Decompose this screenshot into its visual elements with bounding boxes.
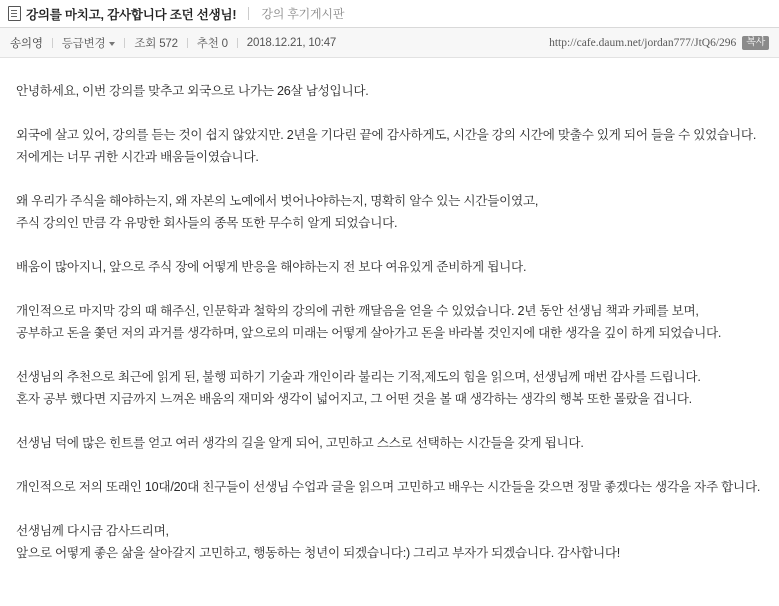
copy-url-button[interactable]: 복사 [742,36,769,50]
meta-separator [124,38,125,48]
grade-change-label: 등급변경 [61,37,106,50]
post-content [0,58,779,574]
board-name[interactable]: 강의 후기게시판 [261,7,345,21]
paragraph: 안녕하세요, 이번 강의를 맞추고 외국으로 나가는 26살 남성입니다. [16,84,369,98]
header-divider [248,7,249,20]
paragraph: 배움이 많아지니, 앞으로 주식 장에 어떻게 반응을 해야하는지 전 보다 여유있게 준비하게 됩니다. [16,260,527,274]
paragraph: 왜 우리가 주식을 해야하는지, 왜 자본의 노예에서 벗어나야하는지, 명확히 알수 있는 시간들이였고, 주식 강의인 만큼 각 유망한 회사들의 종목 또한 무수히 알게 되었습니다. [16,194,539,230]
grade-change-button[interactable] [62,35,116,51]
post-meta-bar [0,28,779,58]
meta-separator [237,38,238,48]
view-count: 조회 572 [134,37,178,50]
paragraph: 선생님의 추천으로 최근에 읽게 된, 불행 피하기 기술과 개인이라 불리는 기적,제도의 힘을 읽으며, 선생님께 매번 감사를 드립니다. 혼자 공부 했다면 지금까지 느껴온 배움의 재미와 생각이 넓어지고, 그 어떤 것을 볼 때 생각하는 생각의 행복 또한 몰랐을 겁니다. [16,370,701,406]
author-name[interactable]: 송의영 [10,37,43,50]
paragraph: 외국에 살고 있어, 강의를 듣는 것이 쉽지 않았지만. 2년을 기다린 끝에 감사하게도, 시간을 강의 시간에 맞출수 있게 되어 들을 수 있었습니다. 저에게는 너무 귀한 시간과 배움들이였습니다. [16,128,757,164]
post-url[interactable]: http://cafe.daum.net/jordan777/JtQ6/296 [549,36,737,49]
meta-right-group [549,36,769,50]
meta-separator [52,38,53,48]
recommend-count: 추천 0 [196,37,228,50]
document-icon [8,6,21,21]
post-header-bar [0,0,779,28]
paragraph: 선생님 덕에 많은 힌트를 얻고 여러 생각의 길을 알게 되어, 고민하고 스스로 선택하는 시간들을 갖게 됩니다. [16,436,584,450]
chevron-down-icon [109,42,115,46]
post-date: 2018.12.21, 10:47 [246,36,337,49]
paragraph: 개인적으로 저의 또래인 10대/20대 친구들이 선생님 수업과 글을 읽으며 고민하고 배우는 시간들을 갖으면 정말 좋겠다는 생각을 자주 합니다. [16,480,761,494]
meta-separator [187,38,188,48]
paragraph: 선생님께 다시금 감사드리며, 앞으로 어떻게 좋은 삶을 살아갈지 고민하고, 행동하는 청년이 되겠습니다:) 그리고 부자가 되겠습니다. 감사합니다! [16,524,621,560]
page-title: 강의를 마치고, 감사합니다 조던 선생님! [26,7,237,22]
paragraph: 개인적으로 마지막 강의 때 해주신, 인문학과 철학의 강의에 귀한 깨달음을 얻을 수 있었습니다. 2년 동안 선생님 책과 카페를 보며, 공부하고 돈을 쫓던 저의 과거를 생각하며, 앞으로의 미래는 어떻게 살아가고 돈을 바라볼 것인지에 대한 생각을 깊이 하게 되었습니다. [16,304,722,340]
